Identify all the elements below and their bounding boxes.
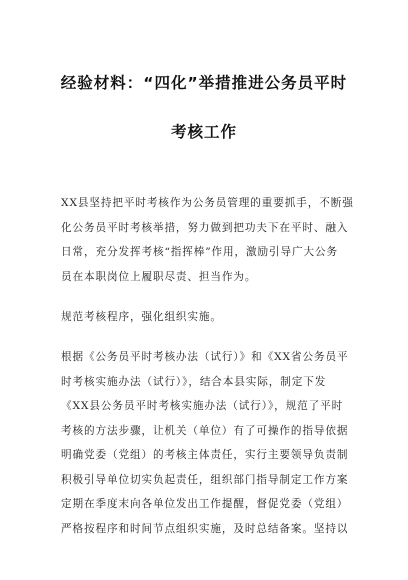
paragraph-line: 日常，充分发挥考核“指挥棒”作用，激励引导广大公务 [61,246,338,258]
paragraph-line: 严格按程序和时间节点组织实施，及时总结备案。坚持以 [61,522,349,535]
paragraph-intro [61,191,354,289]
document-title-line-1: 经验材料：“四化”举措推进公务员平时 [60,74,348,92]
paragraph-line: XX县坚持把平时考核作为公务员管理的重要抓手，不断强 [61,197,354,209]
section-heading-text: 规范考核程序，强化组织实施。 [61,311,222,323]
paragraph-body [61,345,351,541]
paragraph-line: 时考核实施办法（试行）》，结合本县实际，制定下发 [61,375,327,388]
section-heading [61,305,351,330]
paragraph-line: 定期在季度末向各单位发出工作提醒，督促党委（党组） [61,498,349,510]
paragraph-line: 《XX县公务员平时考核实施办法（试行）》，规范了平时 [61,400,344,412]
paragraph-line: 考核的方法步骤，让机关（单位）有了可操作的指导依据 [61,424,349,437]
paragraph-line: 积极引导单位切实负起责任，组织部门指导制定工作方案 [61,473,349,486]
paragraph-line: 员在本职岗位上履职尽责、担当作为。 [61,270,257,283]
paragraph-line: 明确党委（党组）的考核主体责任，实行主要领导负责制 [61,449,349,461]
document-title-line-2: 考核工作 [170,123,237,141]
paragraph-line: 化公务员平时考核举措，努力做到把功夫下在平时、融入 [61,221,349,234]
paragraph-line: 根据《公务员平时考核办法（试行）》和《XX省公务员平 [61,351,349,363]
